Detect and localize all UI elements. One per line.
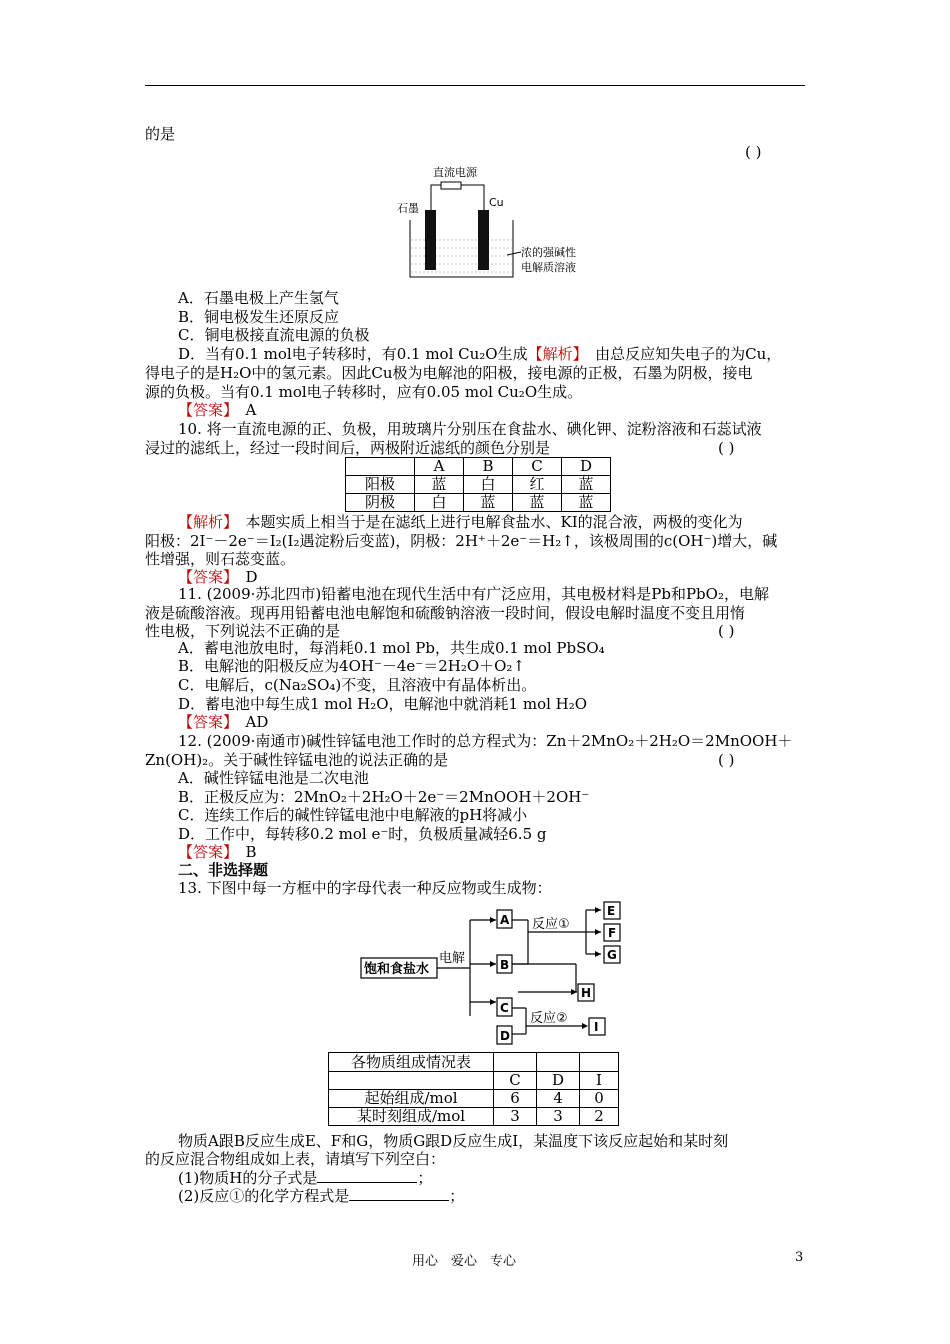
graphite-label: 石墨 — [397, 202, 419, 215]
table-cell: 白 — [464, 476, 513, 494]
q11-answer-paren: ( ) — [718, 622, 735, 640]
table-row — [329, 1090, 619, 1108]
label-e: E — [607, 904, 616, 918]
q9-option-d-text: D．当有0.1 mol电子转移时，有0.1 mol Cu₂O生成 — [178, 345, 528, 363]
q9-option-d — [178, 345, 781, 363]
q10-explanation-3: 性增强，则石蕊变蓝。 — [145, 550, 296, 568]
q10-answer-tag: 【答案】 — [178, 568, 231, 586]
q10-explanation-tag: 【解析】 — [178, 513, 231, 531]
table-header-cell: C — [494, 1072, 537, 1090]
q9-answer-paren: ( ) — [745, 143, 762, 161]
q11-option-b: B．电解池的阳极反应为4OH⁻－4e⁻＝2H₂O＋O₂↑ — [178, 657, 526, 675]
cu-label: Cu — [489, 196, 504, 209]
q12-answer-tag: 【答案】 — [178, 843, 231, 861]
q12-option-d: D．工作中，每转移0.2 mol e⁻时，负极质量减轻6.5 g — [178, 825, 547, 843]
table-cell: 阴极 — [346, 494, 415, 512]
q10-line-1: 10. 将一直流电源的正、负极，用玻璃片分别压在食盐水、碘化钾、淀粉溶液和石蕊试液 — [178, 420, 762, 438]
q12-option-b: B．正极反应为：2MnO₂＋2H₂O＋2e⁻＝2MnOOH＋2OH⁻ — [178, 788, 590, 806]
q10-color-table — [345, 457, 611, 512]
q10-explanation-1 — [178, 513, 743, 531]
q11-line-1: 11. (2009·苏北四市)铅蓄电池在现代生活中有广泛应用，其电极材料是Pb和PbO₂，电解 — [178, 585, 769, 603]
table-row — [346, 494, 611, 512]
table-row — [329, 1072, 619, 1090]
graphite-electrode — [425, 210, 436, 270]
q9-explanation-3: 源的负极。当有0.1 mol电子转移时，应有0.05 mol Cu₂O生成。 — [145, 383, 583, 401]
table-row — [346, 458, 611, 476]
q11-answer-tag: 【答案】 — [178, 713, 231, 731]
table-cell: 蓝 — [562, 476, 611, 494]
q11-line-3: 性电极，下列说法不正确的是 — [145, 622, 341, 640]
table-row — [329, 1053, 619, 1072]
label-a: A — [500, 913, 510, 927]
q12-answer-paren: ( ) — [718, 751, 735, 769]
q12-option-c: C．连续工作后的碱性锌锰电池中电解液的pH将减小 — [178, 806, 528, 824]
q13-sub-2-end: ； — [449, 1187, 465, 1205]
q12-line-1: 12. (2009·南通市)碱性锌锰电池工作时的总方程式为：Zn＋2MnO₂＋2H₂O＝2MnOOH＋ — [178, 732, 793, 750]
table-title: 各物质组成情况表 — [329, 1053, 494, 1072]
electrolysis-apparatus-figure — [395, 160, 585, 285]
table-header-cell: B — [464, 458, 513, 476]
table-cell: 蓝 — [464, 494, 513, 512]
table-header-cell: D — [562, 458, 611, 476]
header-rule — [145, 85, 805, 86]
table-header-cell: C — [513, 458, 562, 476]
q9-option-b: B．铜电极发生还原反应 — [178, 308, 340, 326]
table-cell: 6 — [494, 1090, 537, 1108]
table-cell: 蓝 — [562, 494, 611, 512]
reaction-2-label: 反应② — [530, 1011, 568, 1026]
page-number: 3 — [795, 1250, 804, 1265]
q10-answer-paren: ( ) — [718, 439, 735, 457]
label-c: C — [500, 1001, 509, 1015]
q9-explanation-tag: 【解析】 — [527, 345, 581, 363]
label-d: D — [500, 1029, 510, 1043]
table-cell: 蓝 — [415, 476, 464, 494]
q13-sub-1 — [178, 1168, 432, 1187]
q13-sub-1-end: ； — [417, 1169, 433, 1187]
q10-answer — [178, 568, 258, 586]
q13-line-1: 13. 下图中每一方框中的字母代表一种反应物或生成物： — [178, 879, 552, 897]
label-h: H — [581, 986, 592, 1000]
solution-label-2: 电解质溶液 — [521, 261, 576, 274]
q9-option-a: A．石墨电极上产生氢气 — [178, 289, 339, 307]
table-cell: 3 — [537, 1108, 580, 1126]
table-cell: 红 — [513, 476, 562, 494]
power-source-box — [441, 182, 461, 189]
electrolysis-label: 电解 — [439, 951, 466, 966]
table-header-cell — [346, 458, 415, 476]
q11-option-d: D．蓄电池中每生成1 mol H₂O，电解池中就消耗1 mol H₂O — [178, 695, 588, 713]
q12-answer — [178, 843, 257, 861]
q13-desc-2: 的反应混合物组成如上表，请填写下列空白： — [145, 1150, 446, 1168]
q11-option-c: C．电解后，c(Na₂SO₄)不变，且溶液中有晶体析出。 — [178, 676, 537, 694]
table-header-cell: I — [580, 1072, 619, 1090]
start-label: 饱和食盐水 — [364, 962, 430, 977]
table-cell: 3 — [494, 1108, 537, 1126]
label-i: I — [594, 1020, 599, 1034]
table-cell: 蓝 — [513, 494, 562, 512]
table-row — [329, 1108, 619, 1126]
cu-electrode — [478, 210, 489, 270]
answer-blank[interactable] — [349, 1186, 449, 1201]
q9-stem-tail: 的是 — [145, 125, 176, 143]
q9-answer-value: A — [245, 401, 257, 419]
table-row — [346, 476, 611, 494]
q10-answer-value: D — [245, 568, 258, 586]
q13-sub-1-text: (1)物质H的分子式是 — [178, 1169, 318, 1187]
q9-option-c: C．铜电极接直流电源的负极 — [178, 326, 370, 344]
q9-answer — [178, 401, 256, 419]
label-g: G — [607, 948, 617, 962]
q12-line-2: Zn(OH)₂。关于碱性锌锰电池的说法正确的是 — [145, 751, 449, 769]
q11-answer-value: AD — [245, 713, 269, 731]
table-header-cell: D — [537, 1072, 580, 1090]
q11-answer — [178, 713, 268, 731]
q10-explanation-1-text: 本题实质上相当于是在滤纸上进行电解食盐水、KI的混合液，两极的变化为 — [245, 513, 743, 531]
power-source-label: 直流电源 — [433, 166, 477, 179]
q13-sub-2 — [178, 1186, 464, 1205]
table-cell: 0 — [580, 1090, 619, 1108]
q12-answer-value: B — [245, 843, 257, 861]
footer-slogan: 用心 爱心 专心 — [412, 1254, 517, 1269]
q13-sub-2-text: (2)反应①的化学方程式是 — [178, 1187, 350, 1205]
reaction-flow-diagram — [358, 898, 628, 1048]
table-row-label: 某时刻组成/mol — [329, 1108, 494, 1126]
q10-line-2: 浸过的滤纸上，经过一段时间后，两极附近滤纸的颜色分别是 — [145, 439, 551, 457]
section-heading: 二、非选择题 — [178, 861, 269, 879]
table-cell: 阳极 — [346, 476, 415, 494]
q13-desc-1: 物质A跟B反应生成E、F和G，物质G跟D反应生成I，某温度下该反应起始和某时刻 — [178, 1132, 729, 1150]
q9-answer-tag: 【答案】 — [178, 401, 231, 419]
table-row-label: 起始组成/mol — [329, 1090, 494, 1108]
q9-explanation-2: 得电子的是H₂O中的氢元素。因此Cu极为电解池的阳极，接电源的正极，石墨为阴极，接电 — [145, 364, 753, 382]
q9-explanation-1: 由总反应知失电子的为Cu， — [595, 345, 782, 363]
table-cell: 白 — [415, 494, 464, 512]
solution-label-1: 浓的强碱性 — [521, 246, 576, 259]
q12-option-a: A．碱性锌锰电池是二次电池 — [178, 769, 369, 787]
table-cell: 4 — [537, 1090, 580, 1108]
label-b: B — [500, 958, 510, 972]
table-header-cell: A — [415, 458, 464, 476]
q11-option-a: A．蓄电池放电时，每消耗0.1 mol Pb，共生成0.1 mol PbSO₄ — [178, 639, 605, 657]
answer-blank[interactable] — [317, 1168, 417, 1183]
reaction-1-label: 反应① — [532, 917, 570, 932]
q13-composition-table — [328, 1052, 619, 1126]
label-f: F — [608, 926, 617, 940]
q11-line-2: 液是硫酸溶液。现再用铅蓄电池电解饱和硫酸钠溶液一段时间，假设电解时温度不变且用惰 — [145, 604, 746, 622]
q10-explanation-2: 阳极：2I⁻－2e⁻＝I₂(I₂遇淀粉后变蓝)，阴极：2H⁺＋2e⁻＝H₂↑，该极周围的c(OH⁻)增大，碱 — [145, 532, 778, 550]
table-cell: 2 — [580, 1108, 619, 1126]
